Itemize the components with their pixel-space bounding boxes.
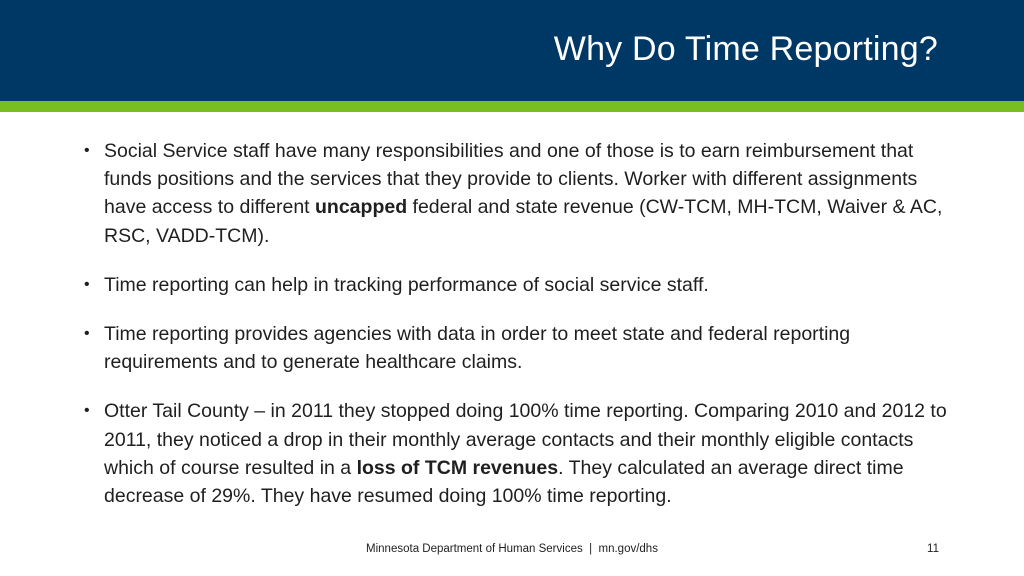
- footer-separator: |: [589, 543, 593, 555]
- bullet-icon: •: [84, 142, 90, 159]
- accent-bar: [0, 101, 1024, 112]
- header-banner: [0, 0, 1024, 101]
- bullet-text: Time reporting can help in tracking performance of social service staff.: [104, 273, 709, 296]
- bullet-emphasis: uncapped: [315, 196, 408, 219]
- bullet-text: federal and state revenue (CW-TCM, MH-TCM, Waiver & AC, RSC, VADD-TCM).: [104, 196, 943, 247]
- bullet-icon: •: [84, 402, 90, 420]
- bullet-item: [84, 271, 954, 299]
- bullet-text: Social Service staff have many responsibilities and one of those is to earn reimbursement that funds positions and the services that they provide to clients. Worker with different assignments have access to different: [104, 140, 918, 219]
- footer-organization: Minnesota Department of Human Services: [366, 543, 583, 555]
- bullet-item: [84, 137, 954, 250]
- bullet-item: [84, 320, 954, 376]
- bullet-text: Time reporting provides agencies with data in order to meet state and federal reporting requirements and to generate healthcare claims.: [104, 323, 851, 374]
- footer: [0, 543, 1024, 555]
- bullet-item: [84, 397, 954, 510]
- footer-website-link[interactable]: mn.gov/dhs: [598, 543, 658, 555]
- bullet-icon: •: [84, 325, 90, 343]
- page-number: 11: [927, 543, 939, 555]
- bullet-text: Otter Tail County – in 2011 they stopped doing 100% time reporting. Comparing 2010 and 2012 to 2011, they noticed a drop in their monthly average contacts and their monthly eligible contacts which of course resulted in a: [104, 400, 947, 479]
- slide-title: Why Do Time Reporting?: [553, 30, 938, 68]
- bullet-icon: •: [84, 275, 90, 293]
- bullet-text: . They calculated an average direct time decrease of 29%. They have resumed doing 100% time reporting.: [104, 456, 904, 508]
- bullet-list: [84, 137, 954, 531]
- bullet-emphasis: loss of TCM revenues: [356, 456, 559, 479]
